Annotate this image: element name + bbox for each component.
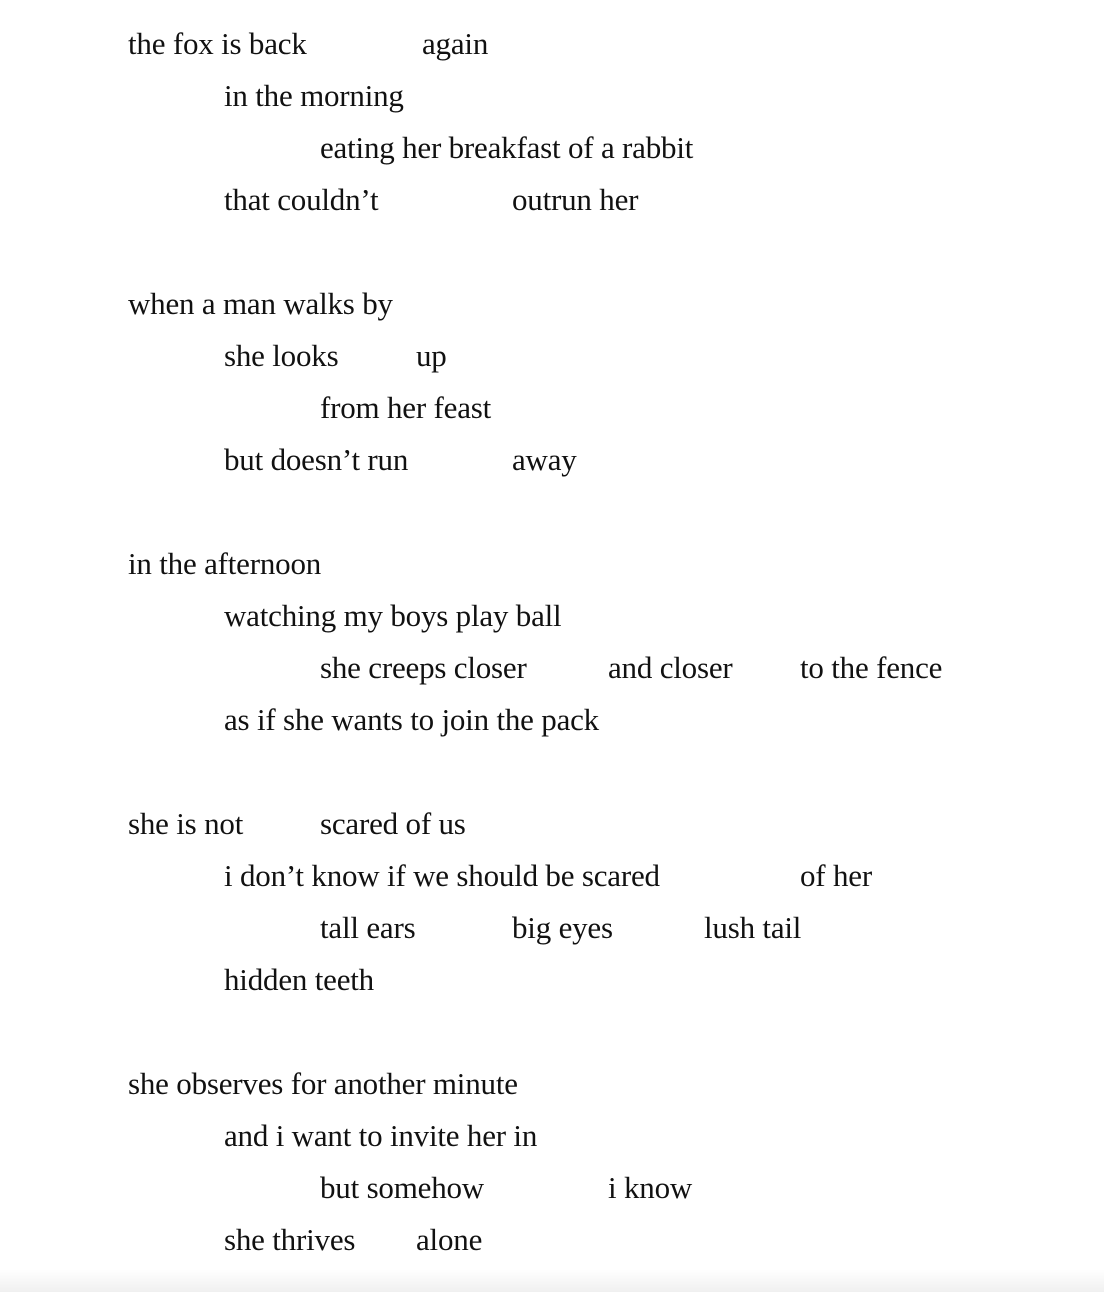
poem-line-fragment: hidden teeth — [224, 962, 374, 997]
poem-line-fragment: in the morning — [224, 78, 404, 113]
poem-line-fragment: but somehow — [320, 1170, 484, 1205]
poem-line-fragment: to the fence — [800, 650, 943, 685]
poem-line-fragment: watching my boys play ball — [224, 598, 562, 633]
poem-line-fragment: and closer — [608, 650, 733, 685]
poem-line-fragment: she looks — [224, 338, 339, 373]
poem-line-fragment: the fox is back — [128, 26, 307, 61]
poem-line-fragment: she observes for another minute — [128, 1066, 518, 1101]
poem-line-fragment: that couldn’t — [224, 182, 379, 217]
poem-line-fragment: in the afternoon — [128, 546, 322, 581]
poem-line-fragment: big eyes — [512, 910, 613, 945]
page-bottom-edge — [0, 1270, 1104, 1292]
poem-line-fragment: i know — [608, 1170, 693, 1205]
poem-line-fragment: lush tail — [704, 910, 802, 945]
poem-line-fragment: scared of us — [320, 806, 466, 841]
poem-line-fragment: but doesn’t run — [224, 442, 409, 477]
poem-line-fragment: when a man walks by — [128, 286, 393, 321]
poem-line-fragment: from her feast — [320, 390, 492, 425]
poem-line-fragment: outrun her — [512, 182, 639, 217]
poem-line-fragment: again — [422, 26, 489, 61]
poem-line-fragment: i don’t know if we should be scared — [224, 858, 660, 893]
poem-line-fragment: tall ears — [320, 910, 416, 945]
poem-line-fragment: she creeps closer — [320, 650, 527, 685]
poem-line-fragment: away — [512, 442, 577, 477]
poem-line-fragment: up — [416, 338, 447, 373]
poem-line-fragment: as if she wants to join the pack — [224, 702, 599, 737]
poem-line-fragment: she thrives — [224, 1222, 356, 1257]
poem-line-fragment: alone — [416, 1222, 483, 1257]
poem-line-fragment: she is not — [128, 806, 244, 841]
poem-line-fragment: of her — [800, 858, 872, 893]
poem-line-fragment: and i want to invite her in — [224, 1118, 538, 1153]
poem-line-fragment: eating her breakfast of a rabbit — [320, 130, 694, 165]
